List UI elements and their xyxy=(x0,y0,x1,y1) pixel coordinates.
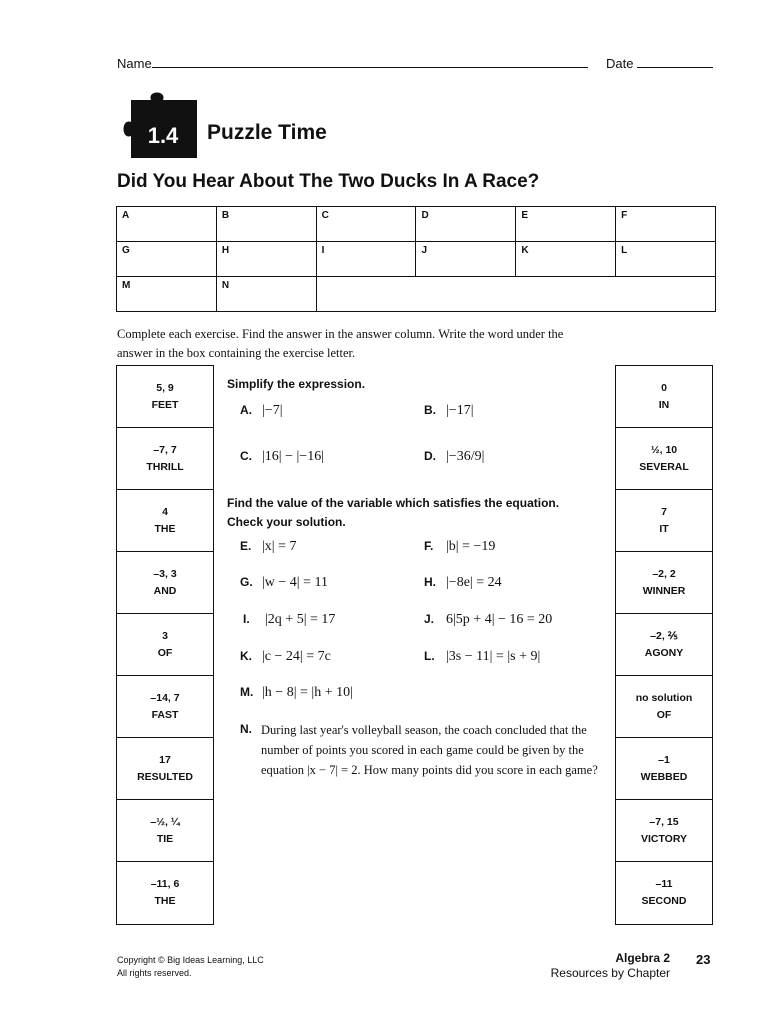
exercise-n-text: During last year's volleyball season, the coach concluded that the number of points you scored in each game could be given by the equation |x − 7| = 2. How many points did you score in each game? xyxy=(261,723,598,777)
exercise-label: H. xyxy=(424,575,436,589)
answer-cell xyxy=(616,614,712,676)
answer-value: 17 xyxy=(159,753,171,766)
section-equation-heading xyxy=(227,494,559,532)
exercise-expression: |h − 8| = |h + 10| xyxy=(262,685,353,700)
exercise-e xyxy=(240,538,297,555)
exercise-expression: |x| = 7 xyxy=(262,539,297,554)
exercise-k xyxy=(240,648,331,665)
book-subtitle: Resources by Chapter xyxy=(550,966,670,980)
exercise-i xyxy=(243,611,335,628)
exercise-expression: |−17| xyxy=(446,403,474,418)
exercise-c xyxy=(240,448,324,465)
answer-value: 7 xyxy=(661,505,667,518)
grid-cell-n[interactable]: N xyxy=(216,277,316,312)
answer-cell xyxy=(616,676,712,738)
exercise-label: L. xyxy=(424,649,435,663)
answer-value: –14, 7 xyxy=(150,691,180,704)
grid-cell-d[interactable]: D xyxy=(416,207,516,242)
exercise-expression: |16| − |−16| xyxy=(262,449,325,464)
date-field[interactable] xyxy=(606,55,713,71)
answer-value: ½, 10 xyxy=(650,443,678,456)
exercise-label: K. xyxy=(240,649,252,663)
answer-cell xyxy=(117,490,213,552)
grid-cell-e[interactable]: E xyxy=(516,207,616,242)
answer-word: SECOND xyxy=(641,895,687,907)
page-title: Puzzle Time xyxy=(207,121,327,144)
answer-cell xyxy=(616,428,712,490)
answer-word: SEVERAL xyxy=(639,460,689,473)
answer-cell xyxy=(117,614,213,676)
exercise-g xyxy=(240,574,328,591)
right-answer-column xyxy=(615,365,713,925)
answer-cell xyxy=(616,862,712,924)
name-field[interactable] xyxy=(117,55,588,71)
exercise-label: A. xyxy=(240,403,252,417)
rights-reserved: All rights reserved. xyxy=(117,968,192,978)
answer-word: OF xyxy=(656,708,672,721)
answer-value: –1 xyxy=(658,753,670,766)
grid-cell-h[interactable]: H xyxy=(216,242,316,277)
answer-cell xyxy=(117,676,213,738)
section-heading-line: Check your solution. xyxy=(227,515,346,529)
instructions: Complete each exercise. Find the answer in the answer column. Write the word under the answer in the box containing the exercise letter. xyxy=(117,327,564,360)
answer-cell xyxy=(616,552,712,614)
exercise-label: N. xyxy=(240,722,252,736)
exercise-label: F. xyxy=(424,539,434,553)
exercise-l xyxy=(424,648,540,665)
puzzle-piece-icon xyxy=(117,88,203,160)
answer-word: IT xyxy=(659,522,669,535)
exercise-j xyxy=(424,611,552,628)
grid-cell-k[interactable]: K xyxy=(516,242,616,277)
exercise-n xyxy=(240,721,262,736)
exercise-expression: |−7| xyxy=(262,403,283,418)
badge-number: 1.4 xyxy=(147,123,179,148)
exercise-d xyxy=(424,448,484,465)
exercise-label: D. xyxy=(424,449,436,463)
name-line[interactable] xyxy=(152,55,588,68)
section-heading-line: Find the value of the variable which satisfies the equation. xyxy=(227,496,560,510)
answer-value: 4 xyxy=(162,505,168,518)
grid-cell-l[interactable]: L xyxy=(616,242,716,277)
answer-value: –11 xyxy=(655,878,673,890)
exercise-expression: |w − 4| = 11 xyxy=(262,575,328,590)
exercise-b xyxy=(424,402,474,419)
left-answer-column xyxy=(116,365,214,925)
exercise-label: E. xyxy=(240,539,252,553)
riddle-question: Did You Hear About The Two Ducks In A Race? xyxy=(117,171,540,192)
exercise-f xyxy=(424,538,495,555)
date-line[interactable] xyxy=(637,55,713,68)
exercise-expression: |3s − 11| = |s + 9| xyxy=(446,649,541,664)
answer-value: –2, ⅖ xyxy=(650,629,678,642)
answer-word: THE xyxy=(154,522,176,535)
answer-value: 0 xyxy=(661,381,667,394)
grid-cell-j[interactable]: J xyxy=(416,242,516,277)
date-label: Date xyxy=(606,56,634,71)
page-number: 23 xyxy=(696,952,711,967)
exercise-m xyxy=(240,684,353,701)
answer-cell xyxy=(616,738,712,800)
exercise-label: G. xyxy=(240,575,253,589)
exercise-h xyxy=(424,574,502,591)
answer-cell xyxy=(616,366,712,428)
exercise-expression: |2q + 5| = 17 xyxy=(265,612,336,627)
exercise-label: M. xyxy=(240,685,254,699)
grid-cell-i[interactable]: I xyxy=(316,242,416,277)
grid-cell-m[interactable]: M xyxy=(117,277,217,312)
grid-cell-a[interactable]: A xyxy=(117,207,217,242)
answer-value: –7, 15 xyxy=(649,815,679,828)
answer-word: AND xyxy=(153,584,177,597)
answer-word: WINNER xyxy=(642,584,686,597)
exercise-label: B. xyxy=(424,403,436,417)
answer-cell xyxy=(616,800,712,862)
exercise-expression: |−8e| = 24 xyxy=(446,575,502,590)
answer-word: WEBBED xyxy=(640,770,688,783)
answer-grid xyxy=(116,206,716,312)
answer-value: –½, ¼ xyxy=(150,815,180,828)
answer-word: THE xyxy=(154,895,176,907)
grid-cell-f[interactable]: F xyxy=(616,207,716,242)
exercise-expression: |−36/9| xyxy=(446,449,485,464)
exercise-expression: 6|5p + 4| − 16 = 20 xyxy=(446,612,553,627)
answer-word: AGONY xyxy=(644,646,684,659)
exercise-label: I. xyxy=(243,612,250,626)
answer-value: –3, 3 xyxy=(153,567,177,580)
grid-cell-b[interactable]: B xyxy=(216,207,316,242)
book-title: Algebra 2 xyxy=(615,951,670,965)
grid-empty-cell xyxy=(316,277,715,312)
answer-word: IN xyxy=(658,398,670,411)
grid-cell-c[interactable]: C xyxy=(316,207,416,242)
answer-word: VICTORY xyxy=(640,832,688,845)
grid-cell-g[interactable]: G xyxy=(117,242,217,277)
exercise-expression: |b| = −19 xyxy=(446,539,496,554)
answer-cell xyxy=(117,366,213,428)
answer-word: OF xyxy=(157,646,173,659)
exercise-a xyxy=(240,402,283,419)
answer-value: –11, 6 xyxy=(150,878,180,890)
exercise-expression: |c − 24| = 7c xyxy=(262,649,331,664)
answer-value: 3 xyxy=(162,629,168,642)
answer-value: –2, 2 xyxy=(652,567,676,580)
answer-word: THRILL xyxy=(146,460,184,473)
copyright: Copyright © Big Ideas Learning, LLC xyxy=(117,955,264,965)
answer-word: FAST xyxy=(151,708,179,721)
name-label: Name xyxy=(117,56,152,71)
answer-word: RESULTED xyxy=(137,770,193,783)
exercise-label: J. xyxy=(424,612,435,626)
answer-value: no solution xyxy=(635,691,693,704)
answer-cell xyxy=(117,738,213,800)
answer-value: 5, 9 xyxy=(156,381,174,394)
answer-value: –7, 7 xyxy=(153,443,177,456)
answer-cell xyxy=(117,428,213,490)
answer-cell xyxy=(117,552,213,614)
section-simplify-heading: Simplify the expression. xyxy=(227,377,366,391)
exercise-label: C. xyxy=(240,449,252,463)
answer-word: FEET xyxy=(151,398,179,411)
answer-word: TIE xyxy=(156,832,174,845)
answer-cell xyxy=(616,490,712,552)
answer-cell xyxy=(117,862,213,924)
answer-cell xyxy=(117,800,213,862)
